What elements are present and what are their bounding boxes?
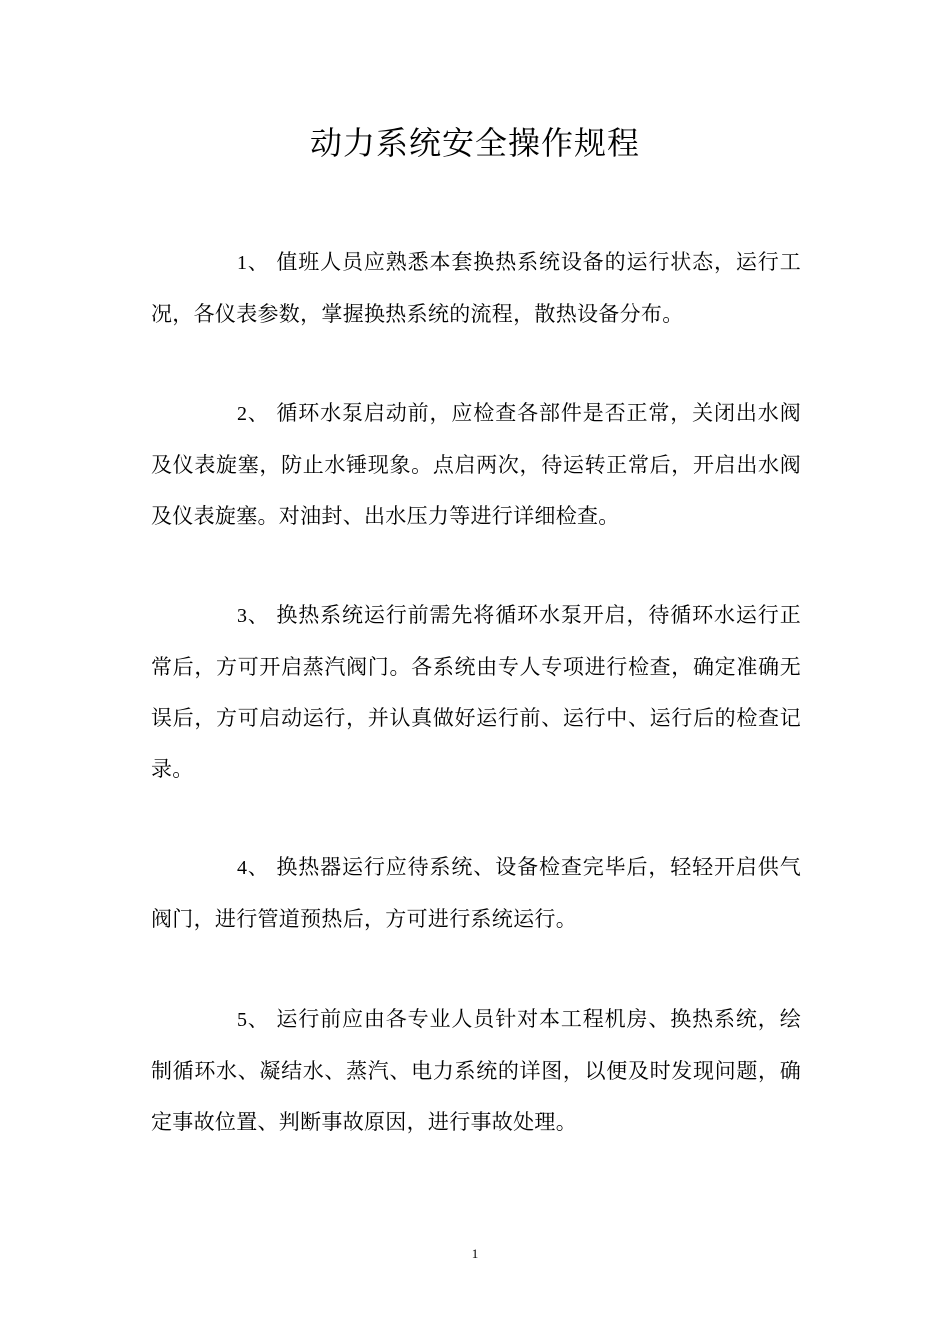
paragraph-1-text: 值班人员应熟悉本套换热系统设备的运行状态，运行工况，各仪表参数，掌握换热系统的流程，散热设备分布。: [151, 250, 801, 326]
paragraph-3-number: 3、: [237, 605, 269, 627]
paragraph-5-number: 5、: [237, 1009, 269, 1031]
paragraph-1: [151, 237, 801, 340]
paragraph-4-text: 换热器运行应待系统、设备检查完毕后，轻轻开启供气阀门，进行管道预热后，方可进行系统运行。: [151, 855, 801, 931]
paragraph-2: [151, 388, 801, 542]
page-number: 1: [471, 1246, 479, 1261]
paragraph-4-number: 4、: [237, 857, 269, 879]
paragraph-3-text: 换热系统运行前需先将循环水泵开启，待循环水运行正常后，方可开启蒸汽阀门。各系统由专人专项进行检查，确定准确无误后，方可启动运行，并认真做好运行前、运行中、运行后的检查记录。: [151, 603, 801, 781]
paragraph-5: [151, 994, 801, 1148]
paragraph-1-number: 1、: [237, 252, 269, 274]
paragraph-2-text: 循环水泵启动前，应检查各部件是否正常，关闭出水阀及仪表旋塞，防止水锤现象。点启两次，待运转正常后，开启出水阀及仪表旋塞。对油封、出水压力等进行详细检查。: [151, 401, 801, 528]
page-title: 动力系统安全操作规程: [309, 124, 640, 162]
paragraph-3: [151, 590, 801, 795]
paragraph-2-number: 2、: [237, 403, 269, 425]
paragraph-5-text: 运行前应由各专业人员针对本工程机房、换热系统，绘制循环水、凝结水、蒸汽、电力系统的详图，以便及时发现问题，确定事故位置、判断事故原因，进行事故处理。: [151, 1007, 801, 1134]
paragraph-4: [151, 842, 801, 945]
